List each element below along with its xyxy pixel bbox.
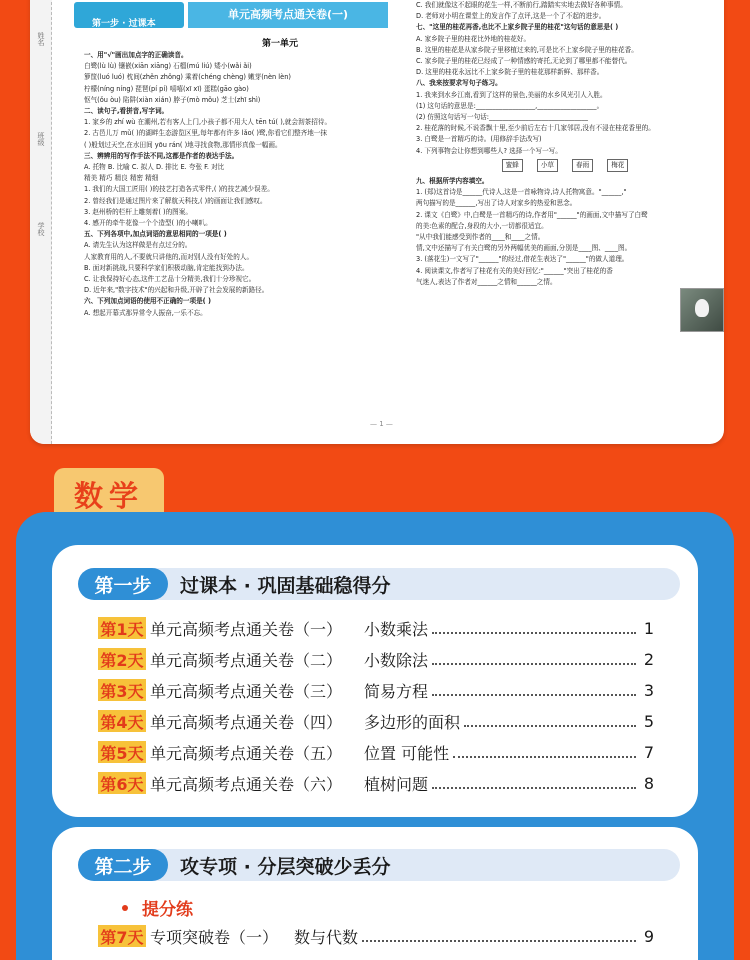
- step-badge: 第二步: [78, 849, 168, 881]
- choice-box: 蜜蜂: [502, 159, 523, 172]
- sheet-text-line: C. 我们就像这不起眼的花生一样,不断前行,踏踏实实地去做好各种事情。: [416, 1, 627, 9]
- contents-row[interactable]: [98, 648, 654, 670]
- row-title: 单元高频考点通关卷（五）: [150, 743, 343, 763]
- sheet-text-line: 气迷人,表达了作者对______之情和______之情。: [416, 277, 557, 286]
- row-topic: 小数除法: [364, 650, 429, 670]
- sheet-text-line: 五、下列各项中,加点词语的意思相同的一项是( ): [84, 230, 227, 239]
- row-title: 单元高频考点通关卷（六）: [150, 774, 343, 794]
- sheet-text-line: 三、辨辨用的写作手法不同,这都是作者的表达手法。: [84, 151, 239, 160]
- sheet-text-line: 九、根据所学内容填空。: [416, 177, 489, 186]
- sheet-text-line: 怄气(ǒu òu) 陷阱(xiàn xián) 脖子(mò mǒu) 芝士(zhī shì): [84, 95, 261, 104]
- page-number: 9: [643, 926, 654, 946]
- sheet-text-line: 白鹭(lù lù) 镶嵌(xiān xiāng) 石榴(mú liú) 矮小(wǎi ǎi): [84, 62, 252, 71]
- side-label: 学校: [37, 222, 45, 236]
- sheet-right-column: [416, 0, 714, 420]
- row-title: 单元高频考点通关卷（一）: [150, 619, 343, 639]
- sheet-text-line: 3. (落花生)一文写了"______"的经过,借花生表达了"______"的做人道理。: [416, 255, 629, 264]
- sheet-text-line: 的美:色素的配合,身段的大小,一切都很适宜。: [416, 221, 548, 230]
- sheet-text-line: 1. 家乡的 zhí wù 在潮州,若有客人上门,小孩子都不用大人 tēn tú( ),就会沏茶招待。: [84, 118, 332, 127]
- sheet-text-line: 2. 桂花落的时候,不说香飘十里,至少前后左右十几家邻居,没有不浸在桂花香里的。: [416, 124, 655, 133]
- bullet-dot-icon: [122, 905, 128, 911]
- sheet-text-line: 柠檬(níng níng) 琵琶(pí pí) 嘻嘻(xī xī) 蛋糕(gāo gào): [84, 84, 249, 93]
- exam-sheet-preview: [30, 0, 724, 444]
- contents-row[interactable]: [98, 741, 654, 763]
- sheet-text-line: 情,文中还描写了有关白鹭的另外两幅优美的画面,分别是____图、____图。: [416, 244, 632, 253]
- step-badge: 第一步: [78, 568, 168, 600]
- sheet-text-line: 人家教育用的人,不要就只讲他的,而对别人没有好处的人。: [84, 252, 254, 261]
- leader-dots: [432, 663, 636, 665]
- row-topic: 简易方程: [364, 681, 429, 701]
- sheet-text-line: 八、我来按要求写句子练习。: [416, 79, 502, 88]
- day-badge: 第2天: [98, 648, 146, 670]
- leader-dots: [432, 694, 636, 696]
- contents-row[interactable]: [98, 772, 654, 794]
- day-badge: 第4天: [98, 710, 146, 732]
- sheet-text-line: 1. 我来到水乡江南,看到了这样的景色,美丽的水乡风光引人入胜。: [416, 90, 607, 99]
- sheet-text-line: 精美 精巧 精良 精密 精细: [84, 174, 159, 183]
- sheet-text-line: A. 想起开幕式那异常令人振奋,一乐不忘。: [84, 308, 207, 317]
- sheet-text-line: (1) 这句话的意思是:__________________,__________________。: [416, 101, 604, 110]
- sheet-text-line: B. 这里的桂花是从家乡院子里移植过来的,可是比不上家乡院子里的桂花香。: [416, 45, 638, 54]
- row-title: 单元高频考点通关卷（三）: [150, 681, 343, 701]
- subheading: [122, 895, 193, 920]
- contents-row[interactable]: [98, 679, 654, 701]
- choice-boxes: [416, 159, 714, 172]
- sheet-text-line: 1. (郑)这首诗是______代诗人,这是一首咏物诗,诗人托物寓意。"______,": [416, 188, 627, 197]
- row-topic: 数与代数: [294, 927, 359, 947]
- page-number: 7: [643, 742, 654, 762]
- sheet-text-line: D. 这里的桂花永远比不上家乡院子里的桂花那样新鲜、那样香。: [416, 68, 604, 77]
- sheet-text-line: 箩筐(luó luó) 枕间(zhěn zhǒng) 乘着(chéng chèng) 嫩芽(nèn lèn): [84, 73, 291, 82]
- page-number: 1: [643, 618, 654, 638]
- side-label: 班级: [37, 132, 45, 146]
- sheet-text-line: 1. 我们的大国工匠用( )的技艺打造各式零件,( )的技艺减少误差。: [84, 185, 274, 194]
- leader-dots: [453, 756, 636, 758]
- sheet-text-line: ( )般划过天空,在水田间 yōu rán( )地寻找食物,那情形真像一幅画。: [84, 140, 282, 149]
- sheet-text-line: C. 家乡院子里的桂花已经成了一种情感的寄托,无论到了哪里都不能替代。: [416, 57, 632, 66]
- row-topic: 小数乘法: [364, 619, 429, 639]
- sheet-text-line: 3. 赵州桥的栏杆上雕刻着( )的图案。: [84, 207, 192, 216]
- sheet-text-line: 两句描写的是______,写出了诗人对家乡的热爱和思念。: [416, 199, 577, 208]
- leader-dots: [432, 632, 636, 634]
- leader-dots: [362, 940, 636, 942]
- row-title: 单元高频考点通关卷（二）: [150, 650, 343, 670]
- sheet-text-line: A. 托物 B. 比喻 C. 拟人 D. 排比 E. 夸张 F. 对比: [84, 163, 225, 172]
- contents-row[interactable]: [98, 925, 654, 947]
- sheet-text-line: D. 近年来,"数字技术"的兴起和升级,开辟了社会发展的新路径。: [84, 286, 269, 295]
- choice-box: 梅花: [607, 159, 628, 172]
- binding-strip: [30, 0, 52, 444]
- row-topic: 位置 可能性: [364, 743, 450, 763]
- sheet-text-line: C. 让我保持好心态,这件工艺品十分精美,我们十分珍视它。: [84, 275, 256, 284]
- sheet-text-line: "从中我们能感受到作者的____和____之情。: [416, 233, 545, 242]
- contents-row[interactable]: [98, 710, 654, 732]
- sheet-text-line: 2. 曾经我们是通过图片来了解航天科技,( )的画面让我们感叹。: [84, 196, 267, 205]
- step-header-1: [78, 568, 680, 600]
- day-badge: 第5天: [98, 741, 146, 763]
- sheet-text-line: (2) 仿照这句话写一句话:______________________________: [416, 113, 588, 122]
- page-number: 8: [643, 773, 654, 793]
- side-label: 姓名: [37, 32, 45, 46]
- sheet-text-line: 4. 阅读课文,作者写了桂花有关的美好回忆:"______"突出了桂花的香: [416, 266, 613, 275]
- page-number: 2: [643, 649, 654, 669]
- choice-box: 春雨: [572, 159, 593, 172]
- sheet-text-line: 4. 下列事物会让你想到哪些人? 选择一个写一写。: [416, 146, 562, 155]
- step-title: 攻专项 · 分层突破少丢分: [152, 849, 680, 881]
- sheet-text-line: 2. 课文《白鹭》中,白鹭是一首精巧的诗,作者用"______"的画面,文中描写了白鹭: [416, 210, 648, 219]
- sheet-text-line: 3. 白鹭是一首精巧的诗。(用修辞手法改写): [416, 135, 542, 144]
- contents-row[interactable]: [98, 617, 654, 639]
- sheet-text-line: A. 家乡院子里的桂花比外地的桂花好。: [416, 34, 531, 43]
- row-title: 专项突破卷（一）: [150, 927, 279, 947]
- sheet-left-column: [84, 50, 389, 410]
- day-badge: 第6天: [98, 772, 146, 794]
- sheet-banner: 单元高频考点通关卷(一): [188, 2, 388, 28]
- choice-box: 小草: [537, 159, 558, 172]
- sheet-text-line: 一、用"√"画出加点字的正确读音。: [84, 51, 188, 59]
- row-topic: 植树问题: [364, 774, 429, 794]
- subheading-label: 提分练: [142, 900, 193, 920]
- sheet-text-line: 七、"这里的桂花再香,也比不上家乡院子里的桂花"这句话的意思是( ): [416, 23, 619, 32]
- sheet-text-line: B. 面对新挑战,只要科学家们积极动脑,肯定能找到办法。: [84, 263, 249, 272]
- sheet-text-line: 2. 古邑儿万 mǔ( )的湖畔生态游览区里,每年都有许多 lǎo( )鹭,你看它们整齐地一抹: [84, 129, 327, 138]
- row-topic: 多边形的面积: [364, 712, 461, 732]
- subject-tab: 数学: [54, 468, 164, 520]
- unit-title: 第一单元: [261, 39, 298, 49]
- step-tag: 第一步 · 过课本: [74, 2, 184, 28]
- sheet-text-line: 4. 感开的牵牛花像一个个造型( )的小喇叭。: [84, 219, 212, 228]
- day-badge: 第7天: [98, 925, 146, 947]
- sheet-page-number: — 1 —: [370, 420, 393, 428]
- sheet-text-line: 二、读句子,看拼音,写字词。: [84, 107, 169, 116]
- page-number: 3: [643, 680, 654, 700]
- day-badge: 第1天: [98, 617, 146, 639]
- day-badge: 第3天: [98, 679, 146, 701]
- egret-photo: [680, 288, 724, 332]
- leader-dots: [432, 787, 636, 789]
- sheet-text-line: A. 请先生认为这样做是有点过分的。: [84, 241, 192, 250]
- leader-dots: [464, 725, 636, 727]
- step-header-2: [78, 849, 680, 881]
- row-title: 单元高频考点通关卷（四）: [150, 712, 343, 732]
- sheet-text-line: 六、下列加点词语的使用不正确的一项是( ): [84, 297, 212, 306]
- step-title: 过课本 · 巩固基础稳得分: [152, 568, 680, 600]
- sheet-text-line: D. 老师对小明在课堂上的发言作了点评,这是一个了不起的进步。: [416, 12, 606, 21]
- page-number: 5: [643, 711, 654, 731]
